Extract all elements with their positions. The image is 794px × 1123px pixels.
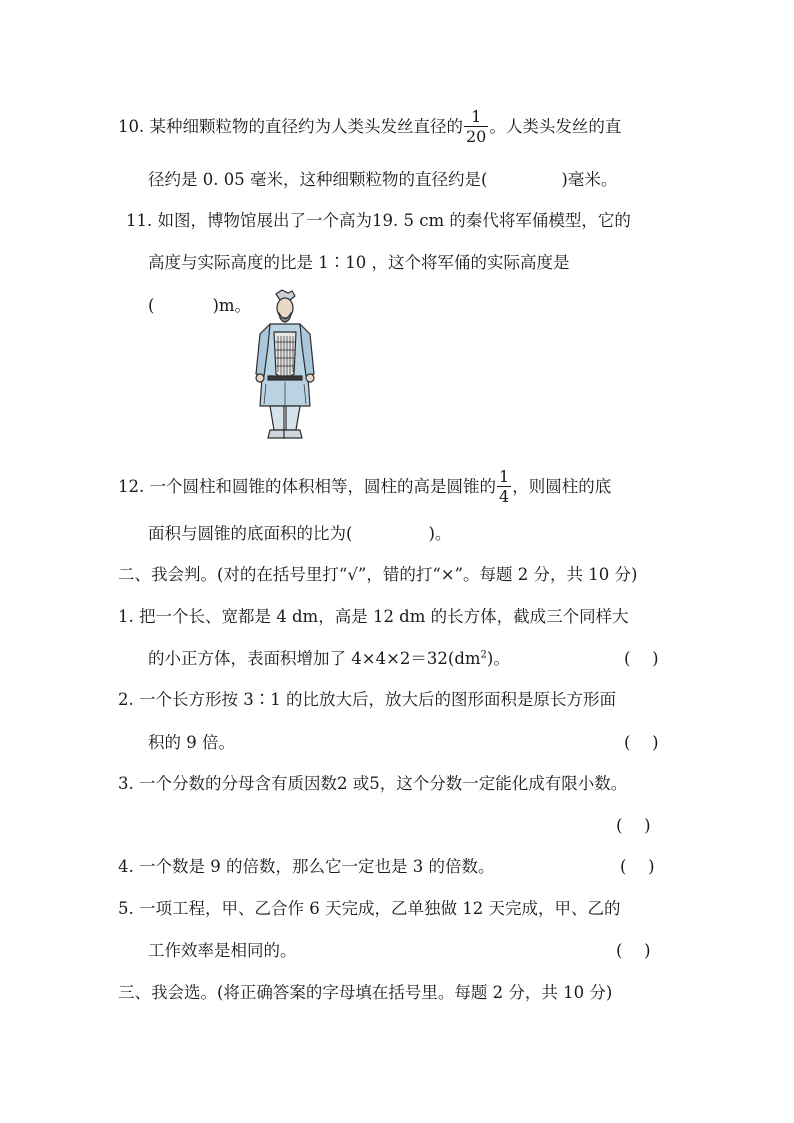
q11-number: 11.: [126, 211, 153, 230]
q12-text-b: ，则圆柱的底: [512, 477, 612, 496]
judge5-line2: [148, 939, 297, 963]
judge5-text-b: 工作效率是相同的。: [148, 941, 297, 960]
judge1-number: 1.: [118, 607, 134, 626]
q11-text-b-tail: 10 ，这个将军俑的实际高度是: [345, 253, 570, 272]
judge2-number: 2.: [118, 690, 134, 709]
q11-text-b: 高度与实际高度的比是 1: [148, 253, 329, 272]
q12-frac-denominator: 4: [499, 487, 510, 506]
q12-frac-numerator: 1: [499, 467, 510, 486]
judge2-line2: [148, 731, 235, 755]
q10-frac-numerator: 1: [464, 107, 488, 127]
judge1-line2: [148, 647, 510, 671]
judge1-text-a: 把一个长、宽都是 4 dm，高是 12 dm 的长方体，截成三个同样大: [139, 607, 629, 626]
q12-text-c: 面积与圆锥的底面积的比为(: [148, 524, 353, 543]
q12-line1: [118, 468, 611, 507]
q12-number: 12.: [118, 477, 145, 496]
judge3-number: 3.: [118, 774, 134, 793]
q10-text-c: 径约是 0. 05 毫米，这种细颗粒物的直径约是(: [148, 170, 488, 189]
q10-text-a: 某种细颗粒物的直径约为人类头发丝直径的: [149, 117, 463, 136]
judge4-answer-paren[interactable]: ( ): [620, 857, 655, 876]
q10-fraction: [464, 107, 488, 146]
q10-number: 10.: [118, 117, 145, 136]
judge4-line1: [118, 855, 494, 879]
section2-title: 二、我会判。(对的在括号里打“√”，错的打“×”。每题 2 分，共 10 分): [118, 565, 638, 584]
judge1-line1: [118, 605, 629, 629]
q11-line2: [148, 251, 570, 275]
judge3-line1: [118, 772, 627, 796]
judge4-number: 4.: [118, 857, 134, 876]
judge3-text-a: 一个分数的分母含有质因数2 或5，这个分数一定能化成有限小数。: [139, 774, 628, 793]
q11-line3: [148, 294, 251, 318]
judge1-answer-paren[interactable]: ( ): [624, 649, 659, 668]
q11-open-paren: (: [148, 296, 155, 315]
judge3-answer-paren[interactable]: ( ): [616, 816, 651, 835]
judge5-answer-paren[interactable]: ( ): [616, 941, 651, 960]
judge5-line1: [118, 897, 620, 921]
judge2-answer-paren[interactable]: ( ): [624, 733, 659, 752]
judge4-text-a: 一个数是 9 的倍数，那么它一定也是 3 的倍数。: [139, 857, 495, 876]
judge2-text-a: 一个长方形按 3∶1 的比放大后，放大后的图形面积是原长方形面: [139, 690, 616, 709]
judge2-text-b: 积的 9 倍。: [148, 733, 235, 752]
judge1-text-b: 的小正方体，表面积增加了 4×4×2＝32(dm: [148, 649, 481, 668]
judge1-superscript: 2: [480, 649, 487, 661]
q10-line1: [118, 108, 621, 147]
terracotta-general-figure-icon: [250, 288, 320, 446]
section3-title: 三、我会选。(将正确答案的字母填在括号里。每题 2 分，共 10 分): [118, 983, 613, 1002]
q11-line1: [126, 209, 631, 233]
judge1-text-b-end: )。: [486, 649, 510, 668]
q10-line2: [148, 168, 617, 192]
q10-text-b: 。人类头发丝的直: [489, 117, 622, 136]
q11-ratio-sign: ∶: [328, 253, 346, 272]
q10-frac-denominator: 20: [466, 127, 487, 146]
q12-text-c-close: )。: [428, 524, 452, 543]
q11-text-c-close: )m。: [212, 296, 252, 315]
q12-fraction: [497, 467, 511, 506]
q11-text-a: 如图，博物馆展出了一个高为19. 5 cm 的秦代将军俑模型，它的: [157, 211, 631, 230]
judge5-number: 5.: [118, 899, 134, 918]
q12-line2: [148, 522, 451, 546]
judge2-line1: [118, 688, 616, 712]
q10-text-c-close: )毫米。: [561, 170, 618, 189]
judge5-text-a: 一项工程，甲、乙合作 6 天完成，乙单独做 12 天完成，甲、乙的: [139, 899, 621, 918]
q12-text-a: 一个圆柱和圆锥的体积相等，圆柱的高是圆锥的: [149, 477, 496, 496]
